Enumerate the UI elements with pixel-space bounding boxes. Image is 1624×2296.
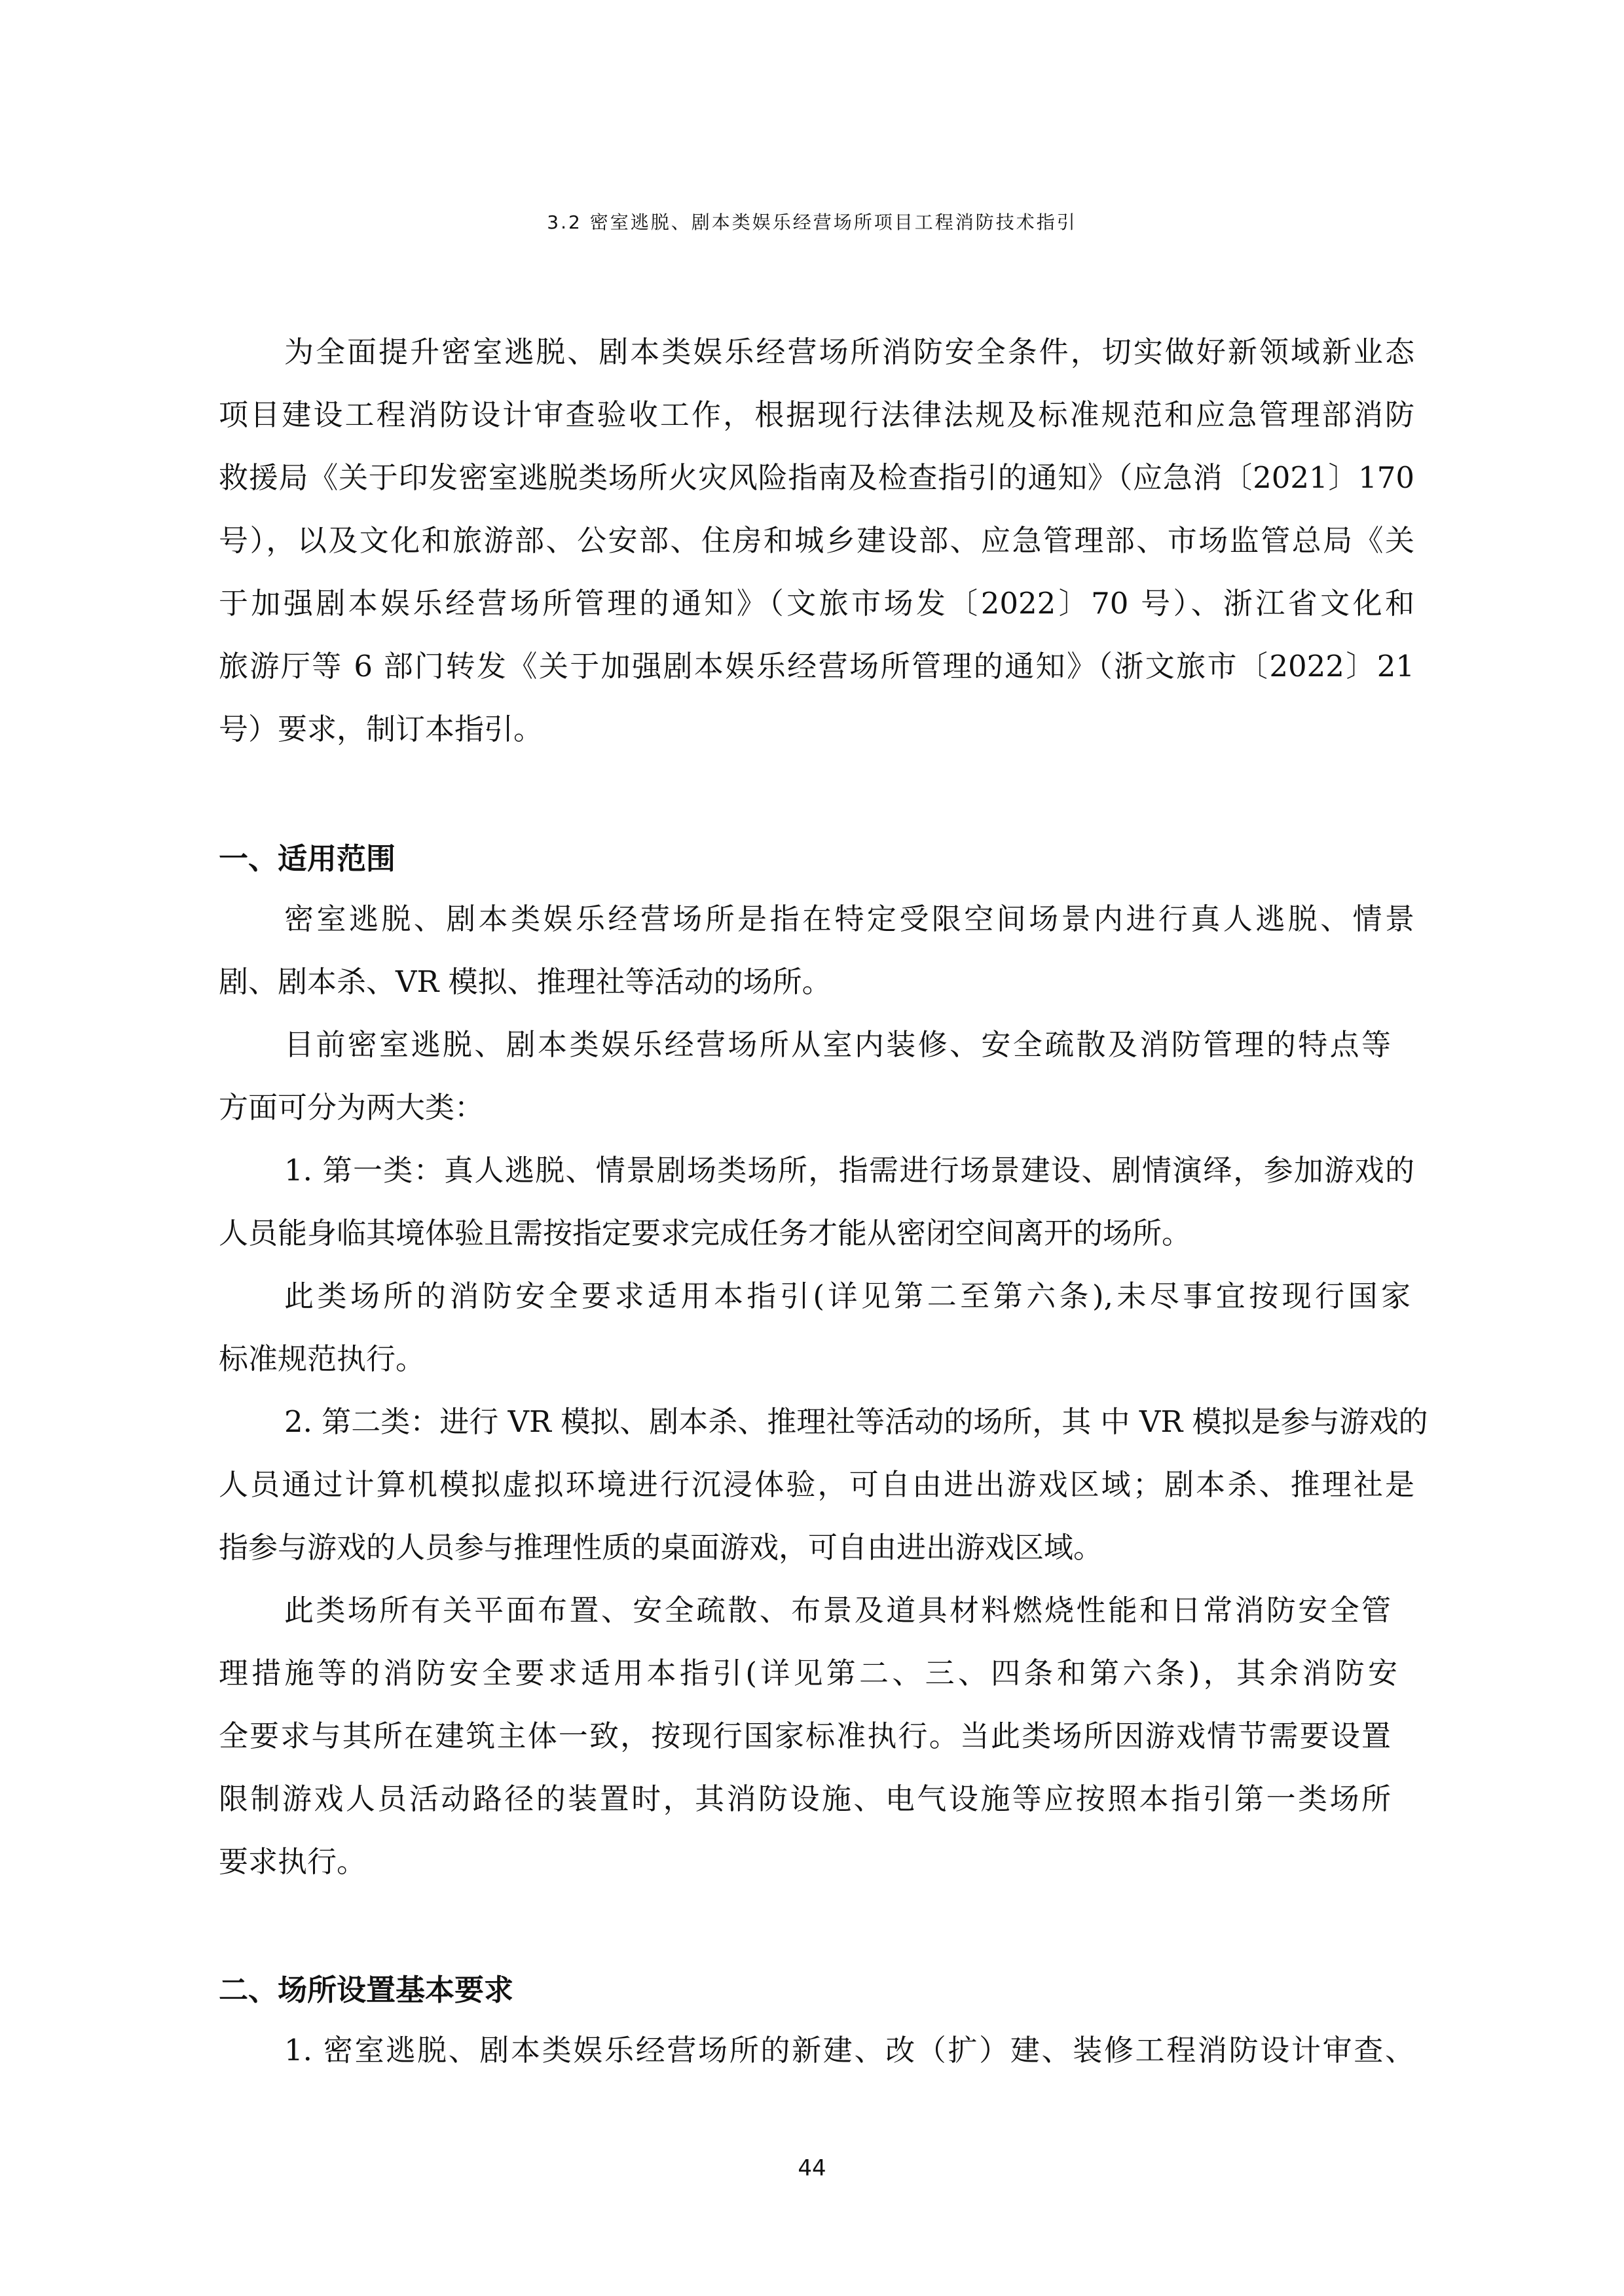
section-heading: 二、场所设置基本要求 [219,1973,514,2007]
list-item-line: 人员能身临其境体验且需按指定要求完成任务才能从密闭空间离开的场所。 [219,1216,1192,1250]
list-item-line: 1. 密室逃脱、剧本类娱乐经营场所的新建、改（扩）建、装修工程消防设计审查、 [284,2033,1414,2068]
list-item-line: 2. 第二类：进行 VR 模拟、剧本杀、推理社等活动的场所，其 中 VR 模拟是参与游戏的 [284,1404,1428,1439]
list-item-line: 1. 第一类：真人逃脱、情景剧场类场所，指需进行场景建设、剧情演绎，参加游戏的 [284,1153,1414,1188]
intro-line: 为全面提升密室逃脱、剧本类娱乐经营场所消防安全条件，切实做好新领域新业态 [284,335,1414,369]
paragraph-line: 目前密室逃脱、剧本类娱乐经营场所从室内装修、安全疏散及消防管理的特点等 [284,1027,1391,1062]
paragraph-line: 要求执行。 [219,1844,367,1879]
paragraph-line: 限制游戏人员活动路径的装置时，其消防设施、电气设施等应按照本指引第一类场所 [219,1781,1391,1816]
paragraph-line: 标准规范执行。 [219,1341,426,1376]
paragraph-line: 理措施等的消防安全要求适用本指引(详见第二、三、四条和第六条)，其余消防安 [219,1656,1397,1690]
paragraph-line: 此类场所的消防安全要求适用本指引(详见第二至第六条),未尽事宜按现行国家 [284,1279,1411,1313]
paragraph-line: 此类场所有关平面布置、安全疏散、布景及道具材料燃烧性能和日常消防安全管 [284,1593,1391,1628]
paragraph-line: 密室逃脱、剧本类娱乐经营场所是指在特定受限空间场景内进行真人逃脱、情景 [284,902,1414,936]
paragraph-line: 方面可分为两大类： [219,1090,485,1125]
intro-line: 项目建设工程消防设计审查验收工作，根据现行法律法规及标准规范和应急管理部消防 [219,397,1414,432]
page-title: 3.2 密室逃脱、剧本类娱乐经营场所项目工程消防技术指引 [547,211,1077,233]
intro-line: 旅游厅等 6 部门转发《关于加强剧本娱乐经营场所管理的通知》（浙文旅市〔2022〕21 [219,649,1414,683]
section-heading: 一、适用范围 [219,841,396,876]
list-item-line: 人员通过计算机模拟虚拟环境进行沉浸体验，可自由进出游戏区域；剧本杀、推理社是 [219,1467,1414,1502]
intro-line: 号）要求，制订本指引。 [219,712,544,746]
intro-line: 号），以及文化和旅游部、公安部、住房和城乡建设部、应急管理部、市场监管总局《关 [219,523,1414,558]
paragraph-line: 剧、剧本杀、VR 模拟、推理社等活动的场所。 [219,964,832,999]
page-number: 44 [798,2155,826,2181]
intro-line: 于加强剧本娱乐经营场所管理的通知》（文旅市场发〔2022〕70 号）、浙江省文化和 [219,586,1414,621]
paragraph-line: 全要求与其所在建筑主体一致，按现行国家标准执行。当此类场所因游戏情节需要设置 [219,1719,1391,1753]
list-item-line: 指参与游戏的人员参与推理性质的桌面游戏，可自由进出游戏区域。 [219,1530,1103,1565]
intro-line: 救援局《关于印发密室逃脱类场所火灾风险指南及检查指引的通知》（应急消〔2021〕170 [219,460,1414,495]
